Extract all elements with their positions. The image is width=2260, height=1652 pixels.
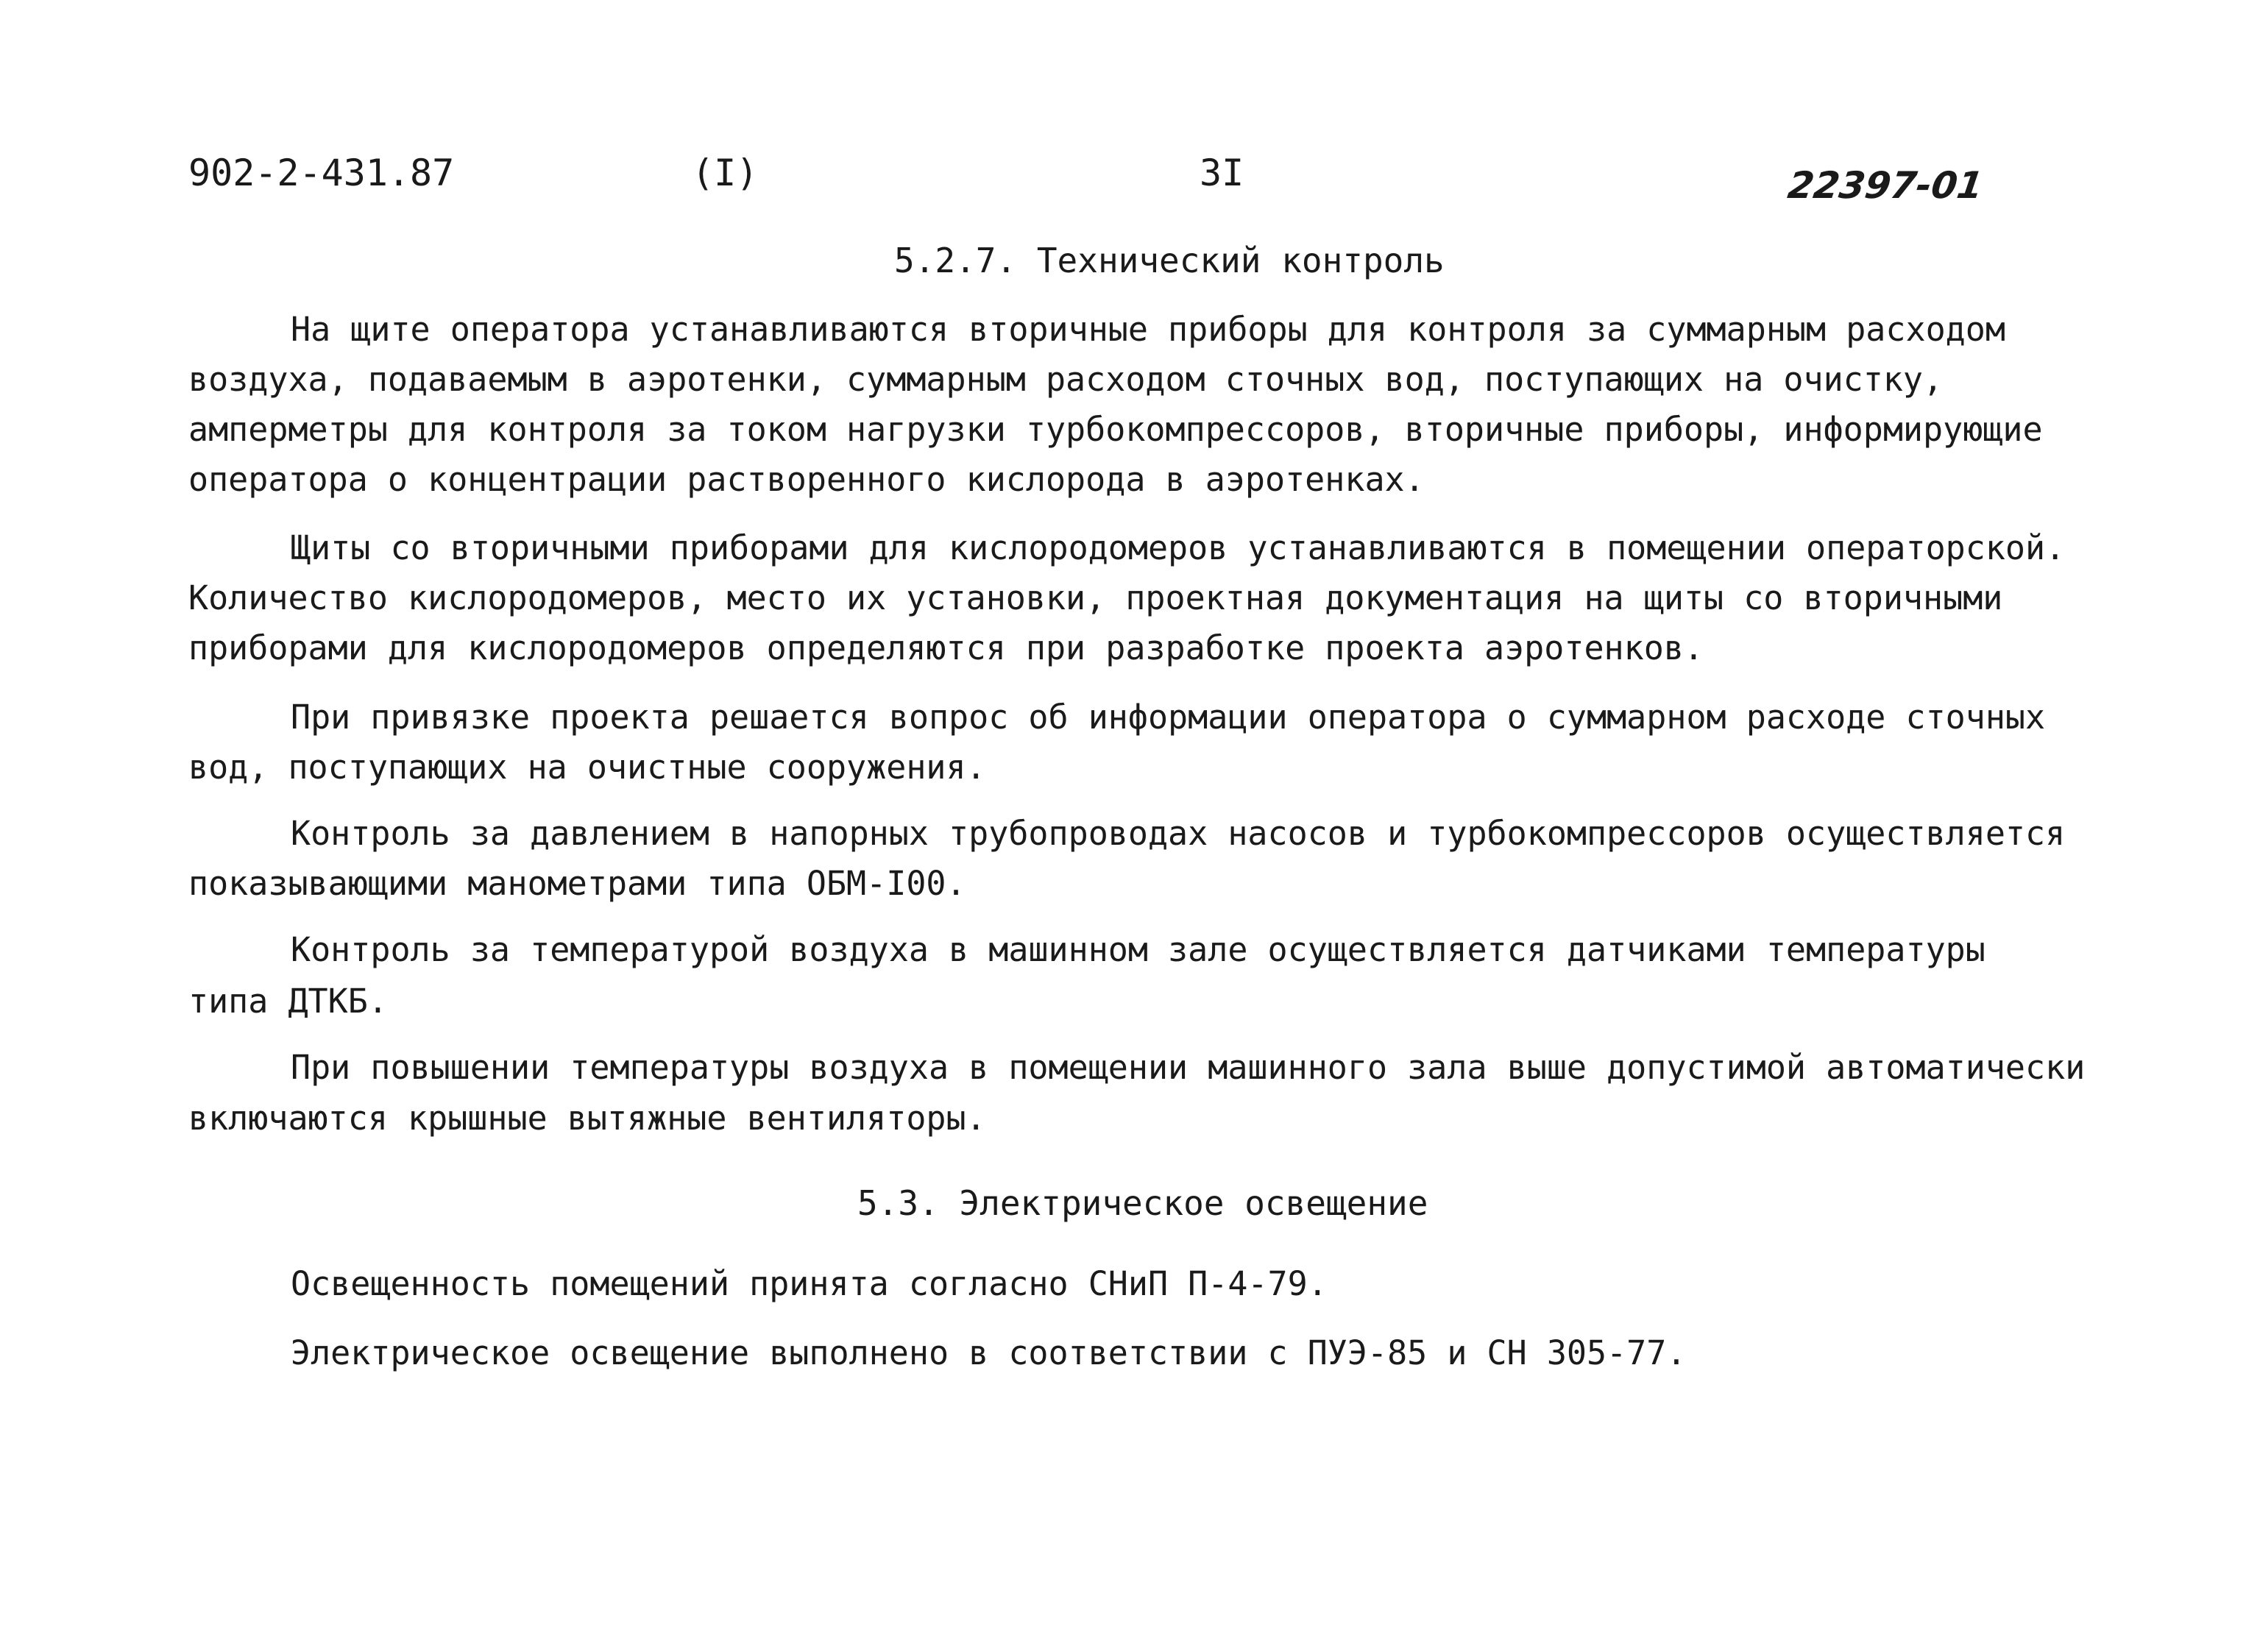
paragraph-line: Контроль за давлением в напорных трубопроводах насосов и турбокомпрессоров осуществляется xyxy=(291,814,2066,853)
section-heading-5-2-7: 5.2.7. Технический контроль xyxy=(894,241,1445,280)
paragraph-line: приборами для кислородомеров определяются при разработке проекта аэротенков. xyxy=(188,628,1704,667)
handwritten-number: 22397-01 xyxy=(1785,164,1986,207)
paragraph-line: вод, поступающих на очистные сооружения. xyxy=(188,748,986,787)
paragraph-line: На щите оператора устанавливаются вторичные приборы для контроля за суммарным расходом xyxy=(291,310,2005,349)
paragraph-line: Электрическое освещение выполнено в соответствии с ПУЭ-85 и СН 305-77. xyxy=(291,1333,1687,1372)
paragraph-line: типа ДТКБ. xyxy=(188,982,388,1021)
paragraph-line: включаются крышные вытяжные вентиляторы. xyxy=(188,1099,986,1138)
paragraph-line: оператора о концентрации растворенного кислорода в аэротенках. xyxy=(188,460,1425,499)
paragraph-line: амперметры для контроля за током нагрузки турбокомпрессоров, вторичные приборы, информирующие xyxy=(188,410,2043,449)
section-heading-5-3: 5.3. Электрическое освещение xyxy=(857,1183,1428,1223)
paragraph-line: Освещенность помещений принята согласно СНиП П-4-79. xyxy=(291,1264,1328,1303)
paragraph-line: При привязке проекта решается вопрос об информации оператора о суммарном расходе сточных xyxy=(291,698,2046,737)
paragraph-line: воздуха, подаваемым в аэротенки, суммарным расходом сточных вод, поступающих на очистку, xyxy=(188,360,1944,399)
paragraph-line: Щиты со вторичными приборами для кислородомеров устанавливаются в помещении операторской. xyxy=(291,528,2066,567)
paragraph-line: При повышении температуры воздуха в помещении машинного зала выше допустимой автоматически xyxy=(291,1048,2086,1087)
paragraph-line: Контроль за температурой воздуха в машинном зале осуществляется датчиками температуры xyxy=(291,930,1986,969)
paragraph-line: показывающими манометрами типа ОБМ-I00. xyxy=(188,864,966,903)
revision-mark: (I) xyxy=(692,152,759,194)
doc-code: 902-2-431.87 xyxy=(188,152,455,194)
page-number: 3I xyxy=(1200,152,1244,194)
paragraph-line: Количество кислородомеров, место их установки, проектная документация на щиты со вторичными xyxy=(188,578,2003,617)
